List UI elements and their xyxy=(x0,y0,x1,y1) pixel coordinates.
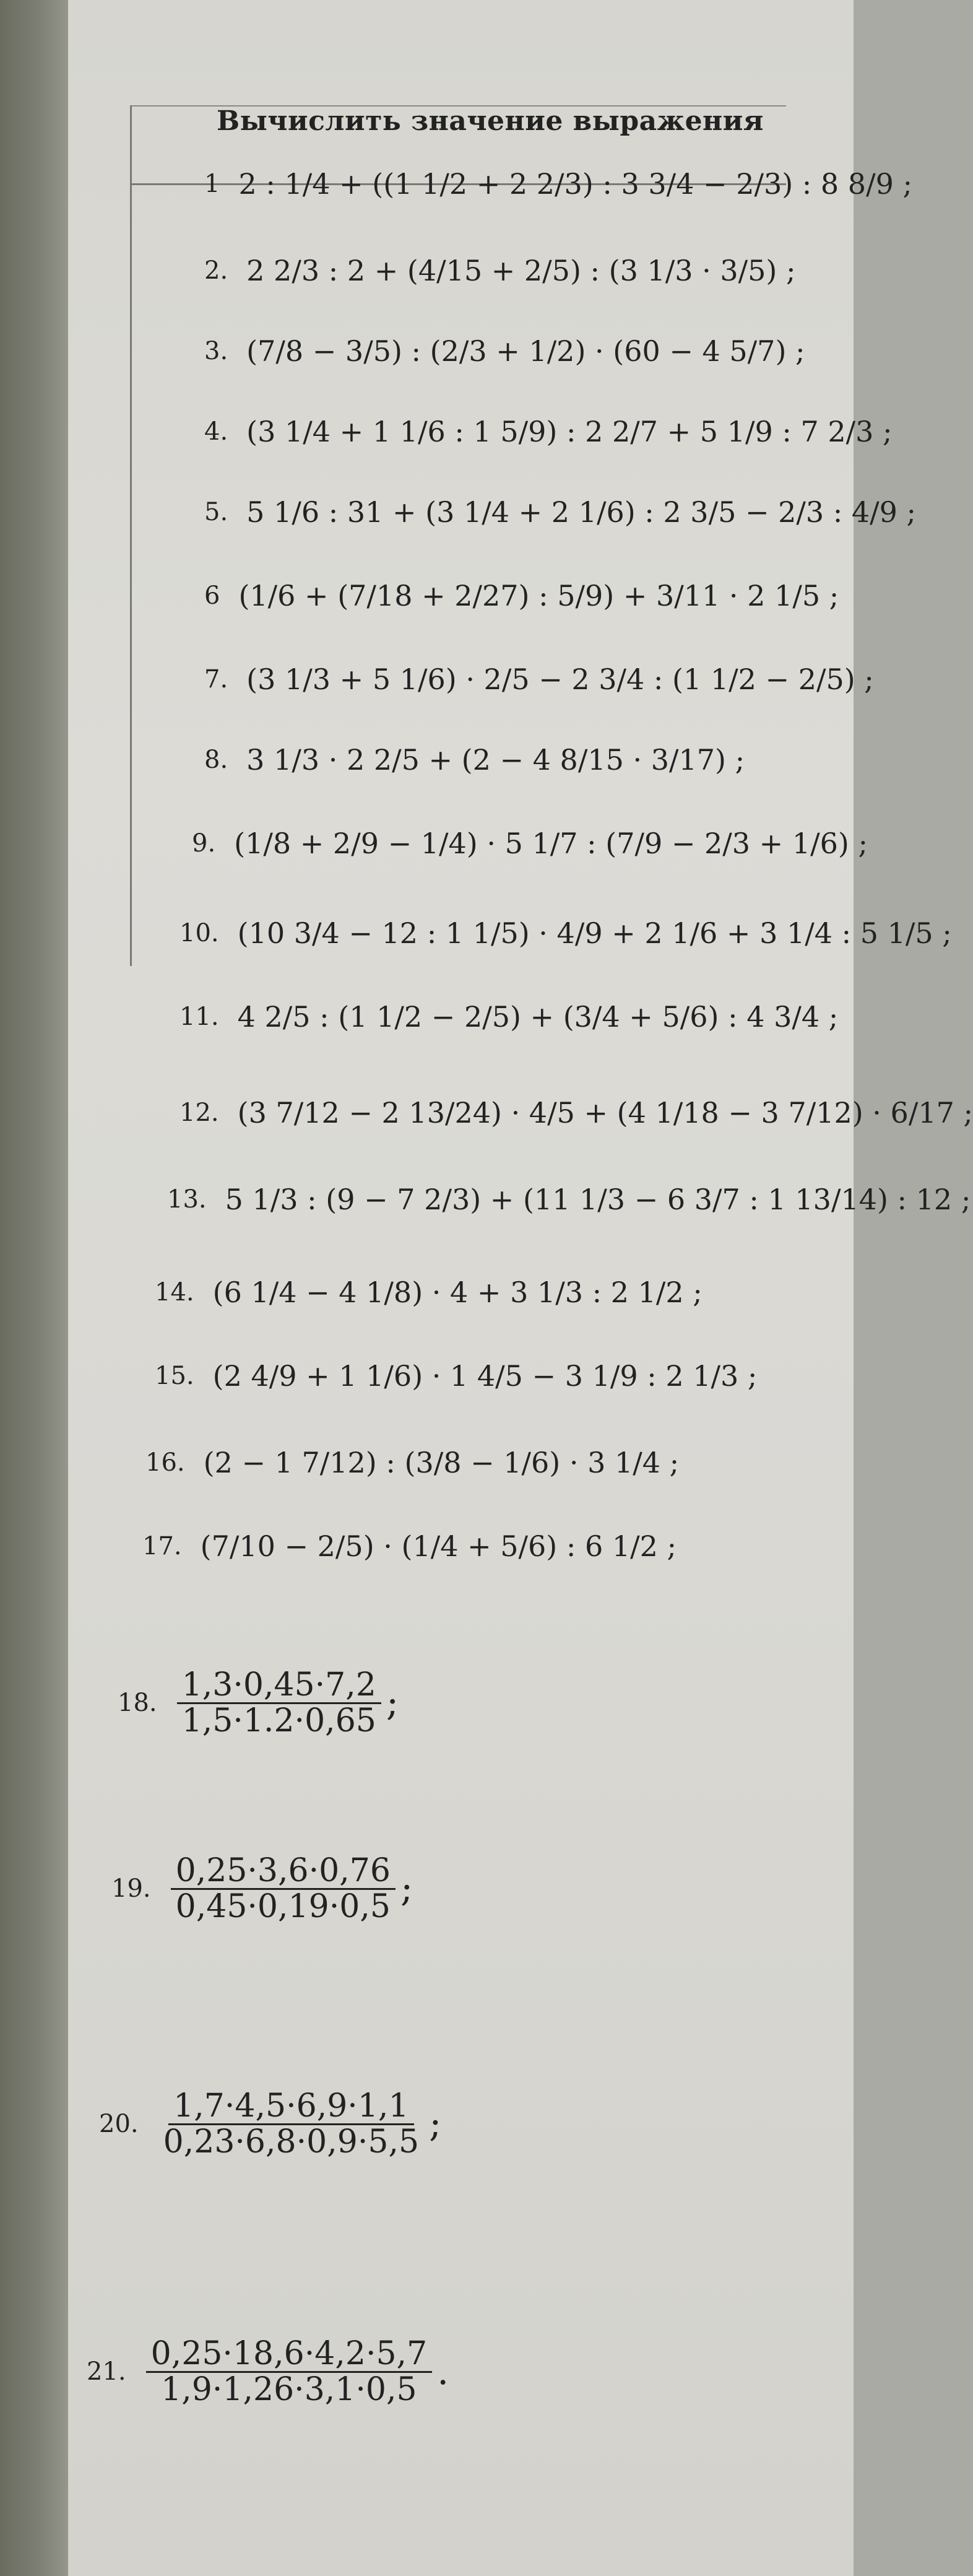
fraction-numerator: 1,3·0,45·7,2 xyxy=(177,1668,381,1704)
exercise-number: 11. xyxy=(179,1003,219,1031)
exercise-number: 17. xyxy=(142,1532,182,1560)
exercise-item xyxy=(204,579,839,612)
exercise-number: 8. xyxy=(204,746,228,774)
exercise-number: 5. xyxy=(204,498,228,526)
math-expression: 5 1/6 : 31 + (3 1/4 + 2 1/6) : 2 3/5 − 2/3 : 4/9 ; xyxy=(246,495,917,529)
exercise-item xyxy=(204,254,795,287)
exercise-item xyxy=(111,1827,413,1951)
decimal-fraction xyxy=(146,2334,433,2408)
decimal-fraction xyxy=(158,2089,424,2159)
expression-end: ; xyxy=(429,2102,442,2146)
exercise-number: 3. xyxy=(204,337,228,365)
math-expression: 2 : 1/4 + ((1 1/2 + 2 2/3) : 3 3/4 − 2/3) : 8 8/9 ; xyxy=(238,167,912,201)
exercise-number: 12. xyxy=(179,1099,219,1127)
exercise-item xyxy=(118,1641,399,1765)
expression-end: ; xyxy=(400,1867,413,1910)
exercise-item xyxy=(87,2310,449,2434)
decimal-fraction xyxy=(171,1854,396,1923)
math-expression: 4 2/5 : (1 1/2 − 2/5) + (3/4 + 5/6) : 4 3/4 ; xyxy=(237,1000,839,1033)
exercise-number: 21. xyxy=(87,2357,126,2386)
worksheet-title: Вычислить значение выражения xyxy=(217,105,764,137)
exercise-number: 16. xyxy=(145,1448,185,1477)
exercise-item xyxy=(204,167,912,201)
exercise-item xyxy=(167,1183,971,1216)
exercise-number: 18. xyxy=(118,1689,157,1717)
exercise-item xyxy=(204,334,805,368)
math-expression: (7/8 − 3/5) : (2/3 + 1/2) · (60 − 4 5/7) ; xyxy=(246,334,805,368)
exercise-number: 10. xyxy=(179,919,219,947)
fraction-denominator: 0,45·0,19·0,5 xyxy=(175,1887,391,1925)
math-expression: (10 3/4 − 12 : 1 1/5) · 4/9 + 2 1/6 + 3 1/4 : 5 1/5 ; xyxy=(237,916,952,950)
math-expression: (7/10 − 2/5) · (1/4 + 5/6) : 6 1/2 ; xyxy=(200,1530,677,1563)
math-expression: 5 1/3 : (9 − 7 2/3) + (11 1/3 − 6 3/7 : 1 13/14) : 12 ; xyxy=(225,1183,971,1216)
exercise-number: 4. xyxy=(204,417,228,446)
expression-end: . xyxy=(437,2350,449,2393)
exercise-item xyxy=(142,1530,677,1563)
fraction-numerator: 0,25·18,6·4,2·5,7 xyxy=(146,2337,433,2373)
exercise-number: 20. xyxy=(99,2110,139,2138)
exercise-item xyxy=(99,2062,441,2186)
exercise-item xyxy=(179,1000,838,1033)
exercise-number: 2. xyxy=(204,256,228,285)
exercise-number: 14. xyxy=(155,1278,194,1307)
math-expression: (3 1/4 + 1 1/6 : 1 5/9) : 2 2/7 + 5 1/9 : 7 2/3 ; xyxy=(246,415,893,448)
exercise-item xyxy=(155,1359,757,1393)
decimal-fraction xyxy=(177,1668,381,1738)
math-expression: (2 4/9 + 1 1/6) · 1 4/5 − 3 1/9 : 2 1/3 ; xyxy=(212,1359,758,1393)
exercise-item xyxy=(204,495,916,529)
fraction-denominator: 1,9·1,26·3,1·0,5 xyxy=(161,2370,417,2408)
fraction-numerator: 0,25·3,6·0,76 xyxy=(171,1854,396,1890)
exercise-item xyxy=(204,743,745,777)
exercise-item xyxy=(204,415,893,448)
exercise-item xyxy=(179,1096,973,1129)
exercise-item xyxy=(204,663,874,696)
exercise-number: 6 xyxy=(204,581,220,610)
exercise-item xyxy=(145,1446,679,1479)
math-expression: 2 2/3 : 2 + (4/15 + 2/5) : (3 1/3 · 3/5) ; xyxy=(246,254,796,287)
math-expression: (6 1/4 − 4 1/8) · 4 + 3 1/3 : 2 1/2 ; xyxy=(212,1276,703,1309)
fraction-numerator: 1,7·4,5·6,9·1,1 xyxy=(168,2089,413,2125)
math-expression: (3 1/3 + 5 1/6) · 2/5 − 2 3/4 : (1 1/2 − 2/5) ; xyxy=(246,663,874,696)
math-expression: (3 7/12 − 2 13/24) · 4/5 + (4 1/18 − 3 7/12) · 6/17 ; xyxy=(237,1096,973,1129)
exercise-number: 1 xyxy=(204,170,220,198)
fraction-denominator: 0,23·6,8·0,9·5,5 xyxy=(163,2123,420,2160)
math-expression: (1/8 + 2/9 − 1/4) · 5 1/7 : (7/9 − 2/3 + 1/6) ; xyxy=(234,827,868,860)
exercise-number: 15. xyxy=(155,1362,194,1390)
exercise-number: 9. xyxy=(192,829,216,858)
exercise-item xyxy=(179,916,952,950)
exercise-item xyxy=(155,1276,703,1309)
exercise-number: 7. xyxy=(204,665,228,694)
expression-end: ; xyxy=(386,1681,399,1725)
math-expression: (2 − 1 7/12) : (3/8 − 1/6) · 3 1/4 ; xyxy=(203,1446,680,1479)
exercise-number: 13. xyxy=(167,1185,207,1214)
exercise-number: 19. xyxy=(111,1874,151,1903)
table-left-border xyxy=(130,105,132,966)
exercise-item xyxy=(192,827,868,860)
fraction-denominator: 1,5·1.2·0,65 xyxy=(181,1702,376,1739)
math-expression: 3 1/3 · 2 2/5 + (2 − 4 8/15 · 3/17) ; xyxy=(246,743,745,777)
math-expression: (1/6 + (7/18 + 2/27) : 5/9) + 3/11 · 2 1/5 ; xyxy=(238,579,839,612)
